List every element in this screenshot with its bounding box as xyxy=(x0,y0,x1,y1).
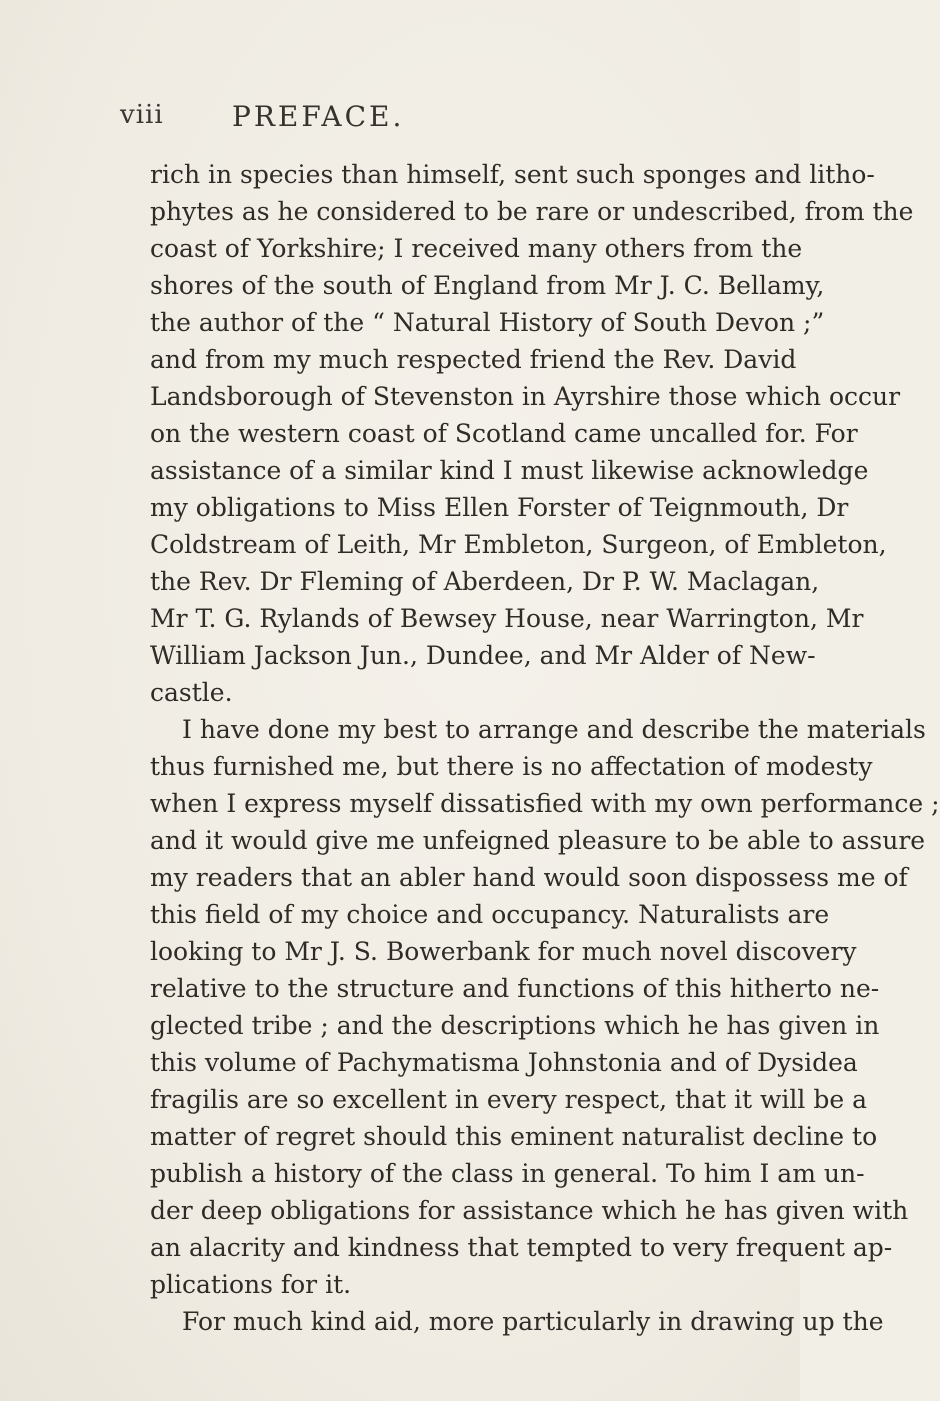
text-line: plications for it. xyxy=(150,1270,352,1299)
text-line: fragilis are so excellent in every respect, that it will be a xyxy=(150,1085,867,1114)
text-line: publish a history of the class in general. To him I am un- xyxy=(150,1159,865,1188)
text-line: and it would give me unfeigned pleasure to be able to assure xyxy=(150,826,926,855)
text-line: Mr T. G. Rylands of Bewsey House, near Warrington, Mr xyxy=(150,604,864,633)
page-number: viii xyxy=(120,100,164,130)
paragraph-start-line: For much kind aid, more particularly in drawing up the xyxy=(182,1307,884,1336)
text-line: rich in species than himself, sent such sponges and litho- xyxy=(150,160,875,189)
text-line: when I express myself dissatisfied with my own performance ; xyxy=(150,789,940,818)
text-line: William Jackson Jun., Dundee, and Mr Alder of New- xyxy=(150,641,816,670)
text-line: matter of regret should this eminent naturalist decline to xyxy=(150,1122,878,1151)
text-line: on the western coast of Scotland came uncalled for. For xyxy=(150,419,858,448)
text-line: Landsborough of Stevenston in Ayrshire those which occur xyxy=(150,382,901,411)
text-line: the author of the “ Natural History of South Devon ;” xyxy=(150,308,825,337)
page-header xyxy=(120,100,680,140)
text-line: an alacrity and kindness that tempted to very frequent ap- xyxy=(150,1233,893,1262)
text-line: phytes as he considered to be rare or undescribed, from the xyxy=(150,197,914,226)
text-line: thus furnished me, but there is no affectation of modesty xyxy=(150,752,873,781)
text-line: this volume of Pachymatisma Johnstonia and of Dysidea xyxy=(150,1048,858,1077)
text-line: der deep obligations for assistance which he has given with xyxy=(150,1196,909,1225)
text-line: this field of my choice and occupancy. Naturalists are xyxy=(150,900,830,929)
text-line: assistance of a similar kind I must likewise acknowledge xyxy=(150,456,869,485)
paragraph-start-line: I have done my best to arrange and describe the materials xyxy=(182,715,926,744)
text-line: castle. xyxy=(150,678,233,707)
text-line: looking to Mr J. S. Bowerbank for much novel discovery xyxy=(150,937,857,966)
text-line: and from my much respected friend the Rev. David xyxy=(150,345,797,374)
text-line: coast of Yorkshire; I received many others from the xyxy=(150,234,803,263)
text-line: shores of the south of England from Mr J. C. Bellamy, xyxy=(150,271,825,300)
text-line: Coldstream of Leith, Mr Embleton, Surgeon, of Embleton, xyxy=(150,530,887,559)
body-text xyxy=(0,160,940,1360)
text-line: the Rev. Dr Fleming of Aberdeen, Dr P. W. Maclagan, xyxy=(150,567,820,596)
running-head-title: PREFACE. xyxy=(232,100,405,133)
text-line: glected tribe ; and the descriptions which he has given in xyxy=(150,1011,880,1040)
text-line: relative to the structure and functions of this hitherto ne- xyxy=(150,974,880,1003)
text-line: my readers that an abler hand would soon dispossess me of xyxy=(150,863,908,892)
text-line: my obligations to Miss Ellen Forster of Teignmouth, Dr xyxy=(150,493,849,522)
